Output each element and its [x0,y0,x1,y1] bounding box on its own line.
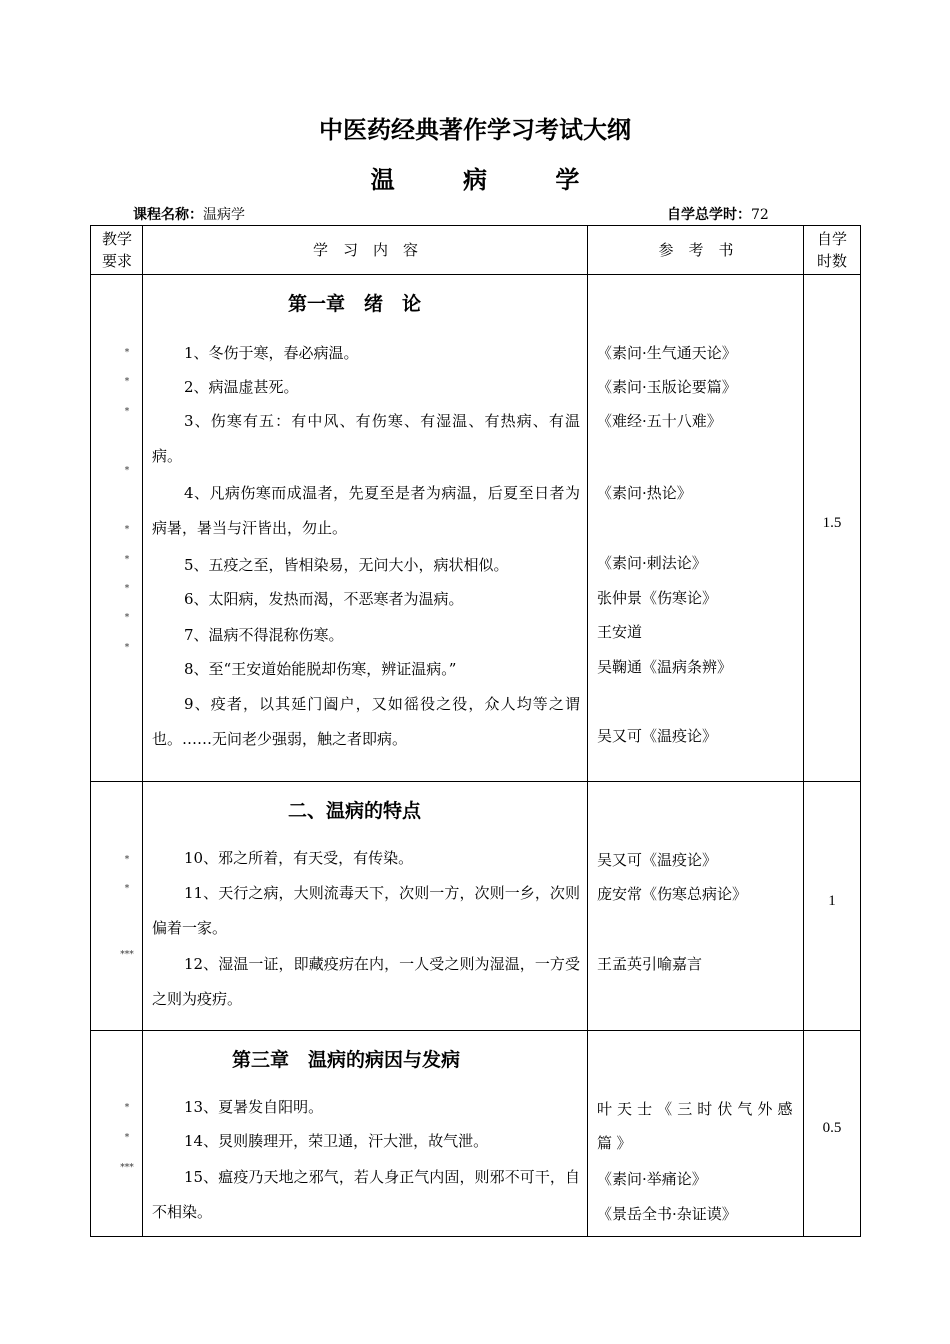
requirement-star: * [124,884,130,894]
reference: 吴又可《温疫论》 [597,851,718,869]
list-item: 6、太阳病，发热而渴，不恶寒者为温病。 [184,590,464,608]
list-item: 13、夏暑发自阳明。 [184,1098,324,1116]
requirement-star: * [124,643,130,653]
list-item: 12、湿温一证，即藏疫疠在内，一人受之则为湿温，一方受之则为疫疠。 [152,955,580,1008]
requirement-star: * [124,613,130,623]
reference: 《素问·热论》 [597,484,692,502]
chapter-3-title: 第三章 温病的病因与发病 [232,1049,461,1071]
requirement-star: * [124,525,130,535]
chapter-1-title: 第一章 绪 论 [288,293,422,315]
list-item: 15、瘟疫乃天地之邪气，若人身正气内固，则邪不可干，自不相染。 [152,1168,580,1221]
reference: 庞安常《伤寒总病论》 [597,885,748,903]
requirement-star: * [124,1133,130,1143]
list-item: 2、病温虚甚死。 [184,378,299,396]
reference: 王安道 [597,623,643,641]
requirement-star: * [124,377,130,387]
hours-label: 自学总学时： [667,207,751,223]
list-item: 14、炅则腠理开，荣卫通，汗大泄，故气泄。 [184,1132,489,1150]
list-item: 4、凡病伤寒而成温者，先夏至是者为病温，后夏至日者为病暑，暑当与汗皆出，勿止。 [152,484,580,537]
list-item: 1、冬伤于寒，春必病温。 [184,344,359,362]
list-item: 10、邪之所着，有天受，有传染。 [184,849,414,867]
list-item: 8、至“王安道始能脱却伤寒，辨证温病。” [184,660,457,678]
reference: 张仲景《伤寒论》 [597,589,718,607]
list-item: 7、温病不得混称伤寒。 [184,626,344,644]
list-item: 9、疫者，以其延门阖户，又如徭役之役，众人均等之谓也。……无问老少强弱，触之者即病。 [152,695,580,748]
requirement-star: *** [120,950,134,960]
reference: 《素问·举痛论》 [597,1170,707,1188]
section-hours: 1 [828,893,836,909]
requirement-star: * [124,407,130,417]
total-hours-line [667,204,769,224]
header-hours: 自学 时数 [816,230,847,270]
reference: 《素问·刺法论》 [597,554,707,572]
header-references: 参 考 书 [658,241,734,259]
reference: 《难经·五十八难》 [597,412,722,430]
requirement-star: * [124,584,130,594]
reference: 《素问·玉版论要篇》 [597,378,737,396]
reference: 《景岳全书·杂证谟》 [597,1205,737,1223]
course-name-line [133,204,245,224]
section-hours: 0.5 [822,1120,842,1136]
chapter-2-title: 二、温病的特点 [288,800,422,822]
course-label: 课程名称： [133,207,203,223]
requirement-star: * [124,855,130,865]
reference: 《素问·生气通天论》 [597,344,737,362]
reference: 吴鞠通《温病条辨》 [597,658,733,676]
list-item: 5、五疫之至，皆相染易，无问大小，病状相似。 [184,556,509,574]
reference: 王孟英引喻嘉言 [597,955,703,973]
page-title: 中医药经典著作学习考试大纲 [319,116,631,144]
section-hours: 1.5 [822,515,842,531]
list-item: 11、天行之病，大则流毒天下，次则一方，次则一乡，次则偏着一家。 [152,884,580,937]
requirement-star: * [124,555,130,565]
list-item: 3、伤寒有五：有中风、有伤寒、有湿温、有热病、有温病。 [152,412,580,465]
requirement-star: * [124,348,130,358]
requirement-star: *** [120,1163,134,1173]
requirement-star: * [124,1103,130,1113]
reference: 吴又可《温疫论》 [597,727,718,745]
course-name: 温病学 [203,207,245,223]
requirement-star: * [124,466,130,476]
header-requirement: 教学 要求 [101,230,132,270]
hours-total: 72 [751,207,769,223]
page-subtitle: 温 病 学 [370,166,610,194]
header-content: 学 习 内 容 [312,241,418,259]
reference: 叶天士《三时伏气外感篇》 [597,1100,797,1152]
